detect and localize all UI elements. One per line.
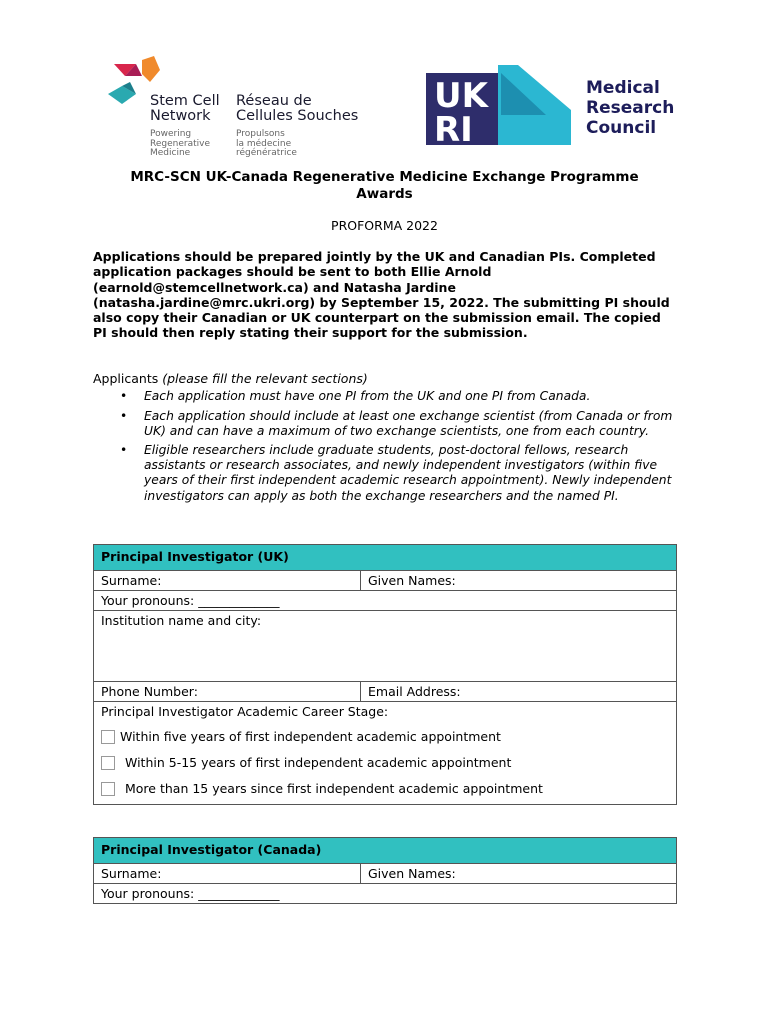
- pi-uk-surname-field[interactable]: Surname:: [94, 571, 361, 591]
- pi-canada-surname-field[interactable]: Surname:: [94, 864, 361, 884]
- pi-uk-institution-field[interactable]: Institution name and city:: [94, 611, 677, 682]
- career-option-1[interactable]: Within 5-15 years of first independent academic appointment: [101, 755, 669, 770]
- pi-uk-career-stage: [94, 702, 677, 805]
- pi-uk-phone-field[interactable]: Phone Number:: [94, 682, 361, 702]
- checkbox-icon[interactable]: [101, 730, 115, 744]
- stem-cell-network-logo: [106, 56, 376, 160]
- svg-text:RI: RI: [434, 110, 473, 145]
- intro-paragraph: Applications should be prepared jointly by the UK and Canadian PIs. Completed application packages should be sent to both Ellie Arnold (earnold@stemcellnetwork.ca) and Natasha Jardine (natasha.jardine@mrc.ukri.org) by September 15, 2022. The submitting PI should also copy their Canadian or UK counterpart on the submission email. The copied PI should then reply stating their support for the submission.: [93, 249, 670, 341]
- career-option-2[interactable]: More than 15 years since first independent academic appointment: [101, 781, 669, 796]
- pi-uk-given-names-field[interactable]: Given Names:: [361, 571, 677, 591]
- ukri-logo: [426, 65, 576, 145]
- list-item: • Each application should include at least one exchange scientist (from Canada or from UK) and can have a maximum of two exchange scientists, one from each country.: [120, 408, 673, 438]
- pi-canada-given-names-field[interactable]: Given Names:: [361, 864, 677, 884]
- svg-text:UK: UK: [434, 76, 488, 116]
- checkbox-icon[interactable]: [101, 756, 115, 770]
- career-stage-label: Principal Investigator Academic Career Stage:: [101, 704, 389, 719]
- pi-canada-table: [93, 837, 677, 904]
- list-item: • Each application must have one PI from the UK and one PI from Canada.: [120, 389, 591, 404]
- career-option-0[interactable]: Within five years of first independent academic appointment: [101, 729, 669, 744]
- scn-name-fr: Réseau de Cellules Souches: [236, 93, 359, 124]
- pi-canada-header: Principal Investigator (Canada): [94, 838, 677, 864]
- applicants-heading: Applicants: [93, 371, 159, 386]
- proforma-label: PROFORMA 2022: [331, 218, 438, 233]
- document-title: MRC-SCN UK-Canada Regenerative Medicine Exchange Programme Awards: [130, 169, 639, 202]
- pi-uk-header: Principal Investigator (UK): [94, 545, 677, 571]
- mrc-logo-text: Medical Research Council: [586, 78, 675, 138]
- scn-name-en: Stem Cell Network: [150, 93, 220, 124]
- pi-uk-table: [93, 544, 677, 805]
- applicants-note: (please fill the relevant sections): [162, 371, 368, 386]
- pi-uk-pronouns-field[interactable]: Your pronouns: _____________: [94, 591, 677, 611]
- pi-canada-pronouns-field[interactable]: Your pronouns: _____________: [94, 884, 677, 904]
- applicants-bullet-list: [93, 389, 678, 503]
- checkbox-icon[interactable]: [101, 782, 115, 796]
- scn-tagline-fr: Propulsons la médecine régénératrice: [236, 129, 297, 158]
- pi-uk-email-field[interactable]: Email Address:: [361, 682, 677, 702]
- header-logos: [0, 50, 770, 160]
- applicants-section: [93, 371, 678, 508]
- list-item: • Eligible researchers include graduate students, post-doctoral fellows, research assistants or research associates, and newly independent investigators (within five years of their first independent academic research appointment). Newly independent investigators can apply as both the exchange researchers and the named PI.: [120, 442, 672, 503]
- scn-tagline-en: Powering Regenerative Medicine: [150, 129, 210, 158]
